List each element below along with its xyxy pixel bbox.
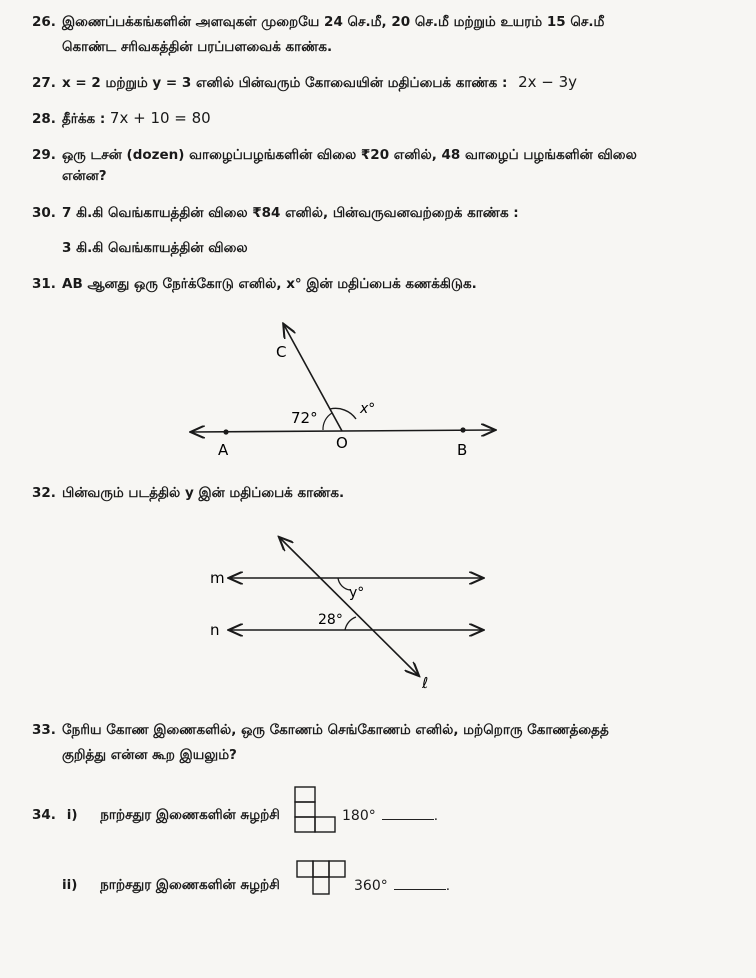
question-text: நாற்சதுர இணைகளின் சுழற்சி [100, 877, 280, 893]
label-m: m [210, 569, 225, 587]
question-text: x = 2 மற்றும் y = 3 எனில் பின்வரும் கோவையின் மதிப்பைக் காண்க : [62, 75, 508, 91]
rotation-angle: 180° [342, 808, 376, 824]
angle-arc-28 [345, 617, 356, 630]
label-angle-x: x° [360, 401, 376, 417]
question-34-ii [62, 875, 280, 895]
equation: 7x + 10 = 80 [109, 109, 211, 127]
question-number: 32. [32, 485, 56, 501]
part-label: ii) [62, 877, 78, 893]
rotation-angle: 360° [354, 878, 388, 894]
label-angle-28: 28° [318, 612, 343, 628]
tetromino-l-shape [294, 786, 338, 836]
question-text: கொண்ட சரிவகத்தின் பரப்பளவைக் காண்க. [62, 39, 333, 55]
question-text: 3 கி.கி வெங்காயத்தின் விலை [62, 240, 248, 256]
question-number: 33. [32, 722, 56, 738]
label-n: n [210, 621, 220, 639]
question-34-i-answer: 180° . [342, 805, 438, 826]
question-text: AB ஆனது ஒரு நேர்க்கோடு எனில், x° இன் மதிப்பைக் கணக்கிடுக. [62, 276, 477, 292]
question-number: 28. [32, 111, 56, 127]
question-text: 7 கி.கி வெங்காயத்தின் விலை ₹84 எனில், பின்வருவனவற்றைக் காண்க : [62, 205, 519, 221]
question-33-cont [62, 745, 237, 765]
label-o: O [336, 434, 348, 452]
question-34-ii-answer: 360° . [354, 875, 450, 896]
question-text: பின்வரும் படத்தில் y இன் மதிப்பைக் காண்க. [62, 485, 345, 501]
question-34-i [32, 805, 280, 825]
question-number: 31. [32, 276, 56, 292]
question-number: 26. [32, 14, 56, 30]
label-angle-y: y° [349, 585, 365, 601]
question-33 [32, 720, 609, 740]
label-l: ℓ [422, 674, 429, 692]
question-text: நேரிய கோண இணைகளில், ஒரு கோணம் செங்கோணம் எனில், மற்றொரு கோணத்தைத் [62, 722, 609, 738]
label-b: B [457, 441, 468, 459]
tetromino-t-shape [296, 860, 348, 906]
question-text: தீர்க்க : [62, 111, 106, 127]
expression: 2x − 3y [518, 73, 578, 91]
question-number: 34. [32, 807, 56, 823]
question-text: நாற்சதுர இணைகளின் சுழற்சி [100, 807, 280, 823]
transversal-l [280, 538, 418, 675]
question-text: குறித்து என்ன கூற இயலும்? [62, 747, 237, 763]
answer-blank[interactable] [394, 875, 446, 890]
question-text: இணைப்பக்கங்களின் அளவுகள் முறையே 24 செ.மீ, 20 செ.மீ மற்றும் உயரம் 15 செ.மீ [62, 14, 605, 30]
question-number: 27. [32, 75, 56, 91]
label-a: A [218, 441, 229, 459]
label-angle-72: 72° [291, 409, 318, 427]
question-text: என்ன? [62, 168, 107, 184]
question-text: ஒரு டசன் (dozen) வாழைப்பழங்களின் விலை ₹20 எனில், 48 வாழைப் பழங்களின் விலை [62, 147, 637, 163]
question-number: 30. [32, 205, 56, 221]
answer-blank[interactable] [382, 805, 434, 820]
label-c: C [276, 343, 287, 361]
question-number: 29. [32, 147, 56, 163]
part-label: i) [66, 807, 78, 823]
